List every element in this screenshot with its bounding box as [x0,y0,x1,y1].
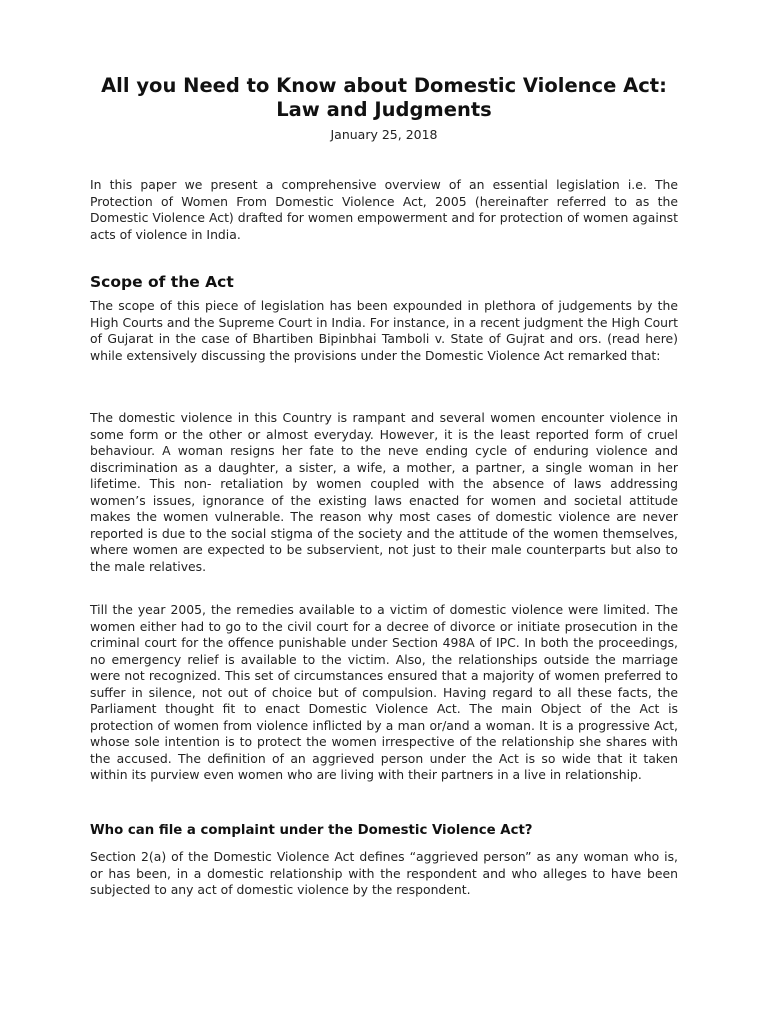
document-title-line-1: All you Need to Know about Domestic Violence Act: [101,74,667,97]
history-paragraph: Till the year 2005, the remedies available to a victim of domestic violence were limited. The women either had to go to the civil court for a decree of divorce or initiate prosecution in the criminal court for the offence punishable under Section 498A of IPC. In both the proceedings, no emergency relief is available to the victim. Also, the relationships outside the marriage were not recognized. This set of circumstances ensured that a majority of women preferred to suffer in silence, not out of choice but of compulsion. Having regard to all these facts, the Parliament thought fit to enact Domestic Violence Act. The main Object of the Act is protection of women from violence inflicted by a man or/and a woman. It is a progressive Act, whose sole intention is to protect the women irrespective of the relationship she shares with the accused. The definition of an aggrieved person under the Act is so wide that it taken within its purview even women who are living with their partners in a live in relationship. [90,602,678,782]
document-title-line-2: Law and Judgments [276,98,492,121]
scope-paragraph: The scope of this piece of legislation has been expounded in plethora of judgements by the High Courts and the Supreme Court in India. For instance, in a recent judgment the High Court of Gujarat in the case of Bhartiben Bipinbhai Tamboli v. State of Gujrat and ors. (read here) while extensively discussing the provisions under the Domestic Violence Act remarked that: [90,298,678,363]
document-page [90,0,678,1024]
complaint-heading: Who can file a complaint under the Domestic Violence Act? [90,823,533,838]
document-title [78,74,690,122]
scope-heading: Scope of the Act [90,273,234,291]
document-date: January 25, 2018 [330,127,438,142]
intro-paragraph: In this paper we present a comprehensive overview of an essential legislation i.e. The Protection of Women From Domestic Violence Act, 2005 (hereinafter referred to as the Domestic Violence Act) drafted for women empowerment and for protection of women against acts of violence in India. [90,177,678,242]
complaint-paragraph: Section 2(a) of the Domestic Violence Act defines “aggrieved person” as any woman who is, or has been, in a domestic relationship with the respondent and who alleges to have been subjected to any act of domestic violence by the respondent. [90,849,678,897]
quote-paragraph: The domestic violence in this Country is rampant and several women encounter violence in some form or the other or almost everyday. However, it is the least reported form of cruel behaviour. A woman resigns her fate to the neve ending cycle of enduring violence and discrimination as a daughter, a sister, a wife, a mother, a partner, a single woman in her lifetime. This non- retaliation by women coupled with the absence of laws addressing women’s issues, ignorance of the existing laws enacted for women and societal attitude makes the women vulnerable. The reason why most cases of domestic violence are never reported is due to the social stigma of the society and the attitude of the women themselves, where women are expected to be subservient, not just to their male counterparts but also to the male relatives. [90,410,678,574]
